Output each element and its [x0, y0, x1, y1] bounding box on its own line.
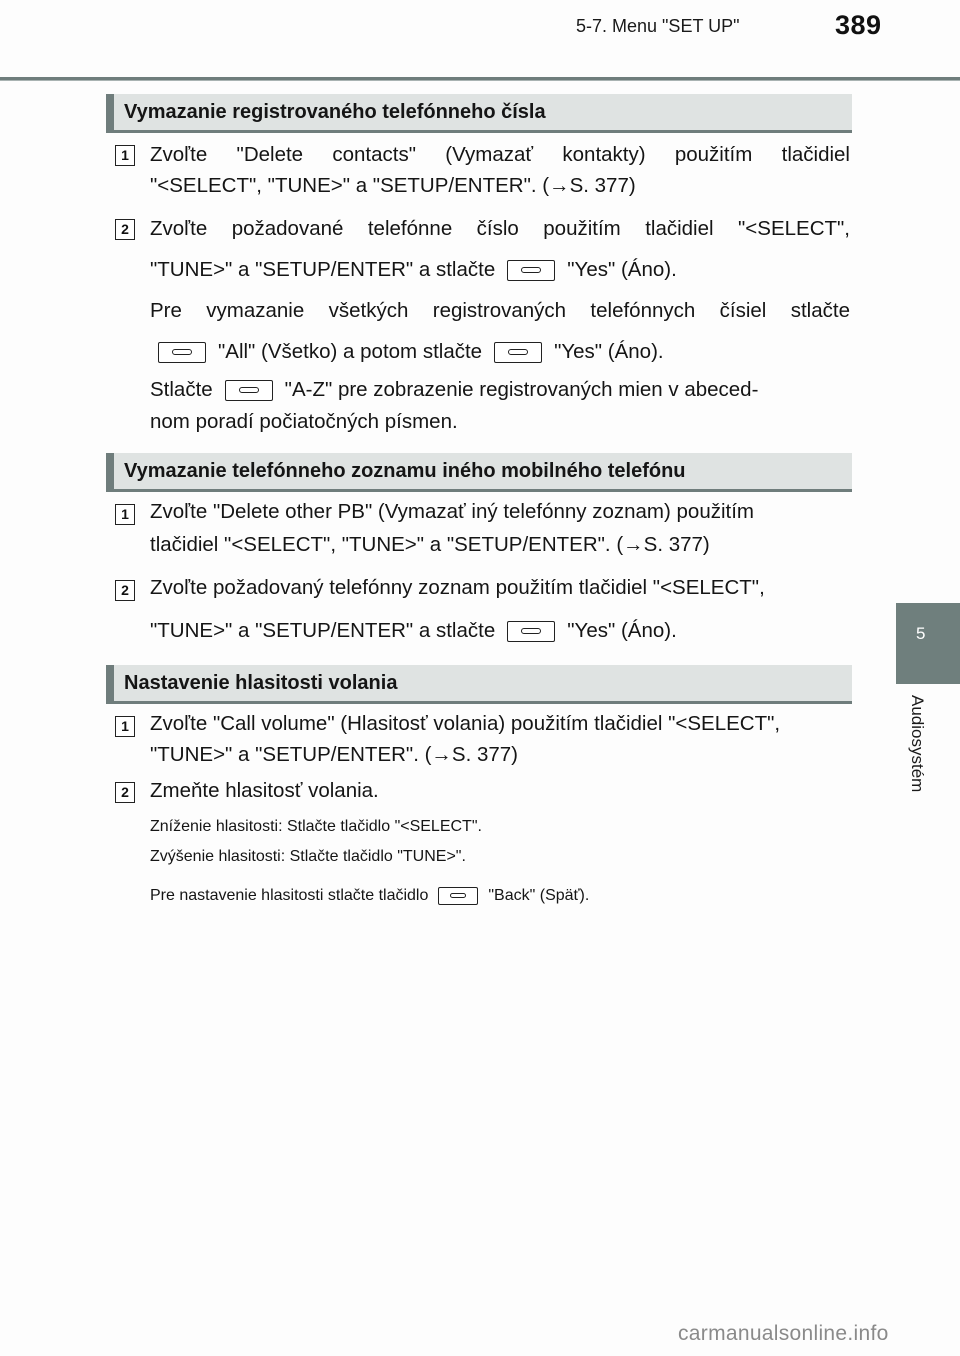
step-line: Zvoľte "Delete contacts" (Vymazať kontakty) použitím tlačidiel: [150, 143, 850, 166]
chapter-number: 5: [916, 624, 926, 643]
header-rule-light: [0, 80, 960, 81]
section-heading-call-volume: [106, 665, 852, 701]
step-number-badge: 1: [115, 504, 135, 525]
note-text-az-line2: nom poradí počiatočných písmen.: [150, 410, 458, 433]
step-line-before: "TUNE>" a "SETUP/ENTER" a stlačte: [150, 619, 496, 642]
step-text: [150, 213, 850, 245]
screen-button-icon: [438, 887, 478, 905]
sub-note-before: Pre nastavenie hlasitosti stlačte tlačidlo: [150, 887, 429, 905]
heading-underline: [106, 130, 852, 133]
sub-note-after: "Back" (Späť).: [488, 887, 590, 905]
screen-button-icon: [225, 380, 273, 401]
heading-accent-bar: [106, 94, 114, 130]
step-text: Zvoľte "Call volume" (Hlasitosť volania) použitím tlačidiel "<SELECT",: [150, 712, 781, 735]
sub-note: Zníženie hlasitosti: Stlačte tlačidlo "<SELECT".: [150, 818, 482, 835]
heading-accent-bar: [106, 665, 114, 701]
page-number: 389: [835, 10, 882, 40]
step-number-badge: 1: [115, 145, 135, 166]
step-text: Zvoľte "Delete other PB" (Vymazať iný telefónny zoznam) použitím: [150, 500, 754, 523]
step-number-badge: 1: [115, 716, 135, 737]
sub-note-back: [150, 887, 589, 905]
step-number-badge: 2: [115, 782, 135, 803]
section-title: Vymazanie telefónneho zoznamu iného mobilného telefónu: [124, 460, 686, 482]
running-header-title: 5-7. Menu "SET UP": [576, 16, 740, 36]
screen-button-icon: [158, 342, 206, 363]
step-text: Zvoľte požadovaný telefónny zoznam použitím tlačidiel "<SELECT",: [150, 576, 765, 599]
heading-underline: [106, 701, 852, 704]
note-line-mid: "All" (Všetko) a potom stlačte: [218, 340, 483, 363]
step-text: [150, 139, 850, 171]
step-text-line2: [150, 619, 677, 643]
step-line-after: "Yes" (Áno).: [567, 619, 677, 642]
note-text-line2: [158, 340, 664, 364]
sub-note: Zvýšenie hlasitosti: Stlačte tlačidlo "TUNE>".: [150, 848, 466, 865]
note-line-after: "Yes" (Áno).: [554, 340, 664, 363]
step-text-line2: tlačidiel "<SELECT", "TUNE>" a "SETUP/ENTER". (→S. 377): [150, 533, 710, 556]
chapter-label: [903, 695, 933, 825]
step-number-badge: 2: [115, 219, 135, 240]
screen-button-icon: [507, 260, 555, 281]
section-title: Nastavenie hlasitosti volania: [124, 672, 398, 694]
step-text: Zmeňte hlasitosť volania.: [150, 779, 379, 802]
screen-button-icon: [507, 621, 555, 642]
step-line-before: "TUNE>" a "SETUP/ENTER" a stlačte: [150, 258, 496, 281]
section-heading-delete-number: [106, 94, 852, 130]
chapter-label-text: Audiosystém: [908, 695, 927, 793]
note-text-az: [150, 378, 758, 402]
section-heading-delete-other-pb: [106, 453, 852, 489]
step-text-line2: "TUNE>" a "SETUP/ENTER". (→S. 377): [150, 743, 519, 766]
step-text-line2: "<SELECT", "TUNE>" a "SETUP/ENTER". (→S. 377): [150, 174, 636, 197]
screen-button-icon: [494, 342, 542, 363]
heading-underline: [106, 489, 852, 492]
watermark: carmanualsonline.info: [678, 1322, 889, 1345]
step-text-line2: [150, 258, 677, 282]
heading-accent-bar: [106, 453, 114, 489]
note-line: Pre vymazanie všetkých registrovaných telefónnych čísiel stlačte: [150, 299, 850, 322]
section-title: Vymazanie registrovaného telefónneho čísla: [124, 101, 546, 123]
note-az-after: "A-Z" pre zobrazenie registrovaných mien v abeced-: [284, 378, 759, 401]
note-az-before: Stlačte: [150, 378, 213, 401]
step-line-after: "Yes" (Áno).: [567, 258, 677, 281]
step-number-badge: 2: [115, 580, 135, 601]
chapter-tab: [896, 603, 960, 684]
note-text: [150, 295, 850, 327]
step-line: Zvoľte požadované telefónne číslo použitím tlačidiel "<SELECT",: [150, 217, 850, 240]
